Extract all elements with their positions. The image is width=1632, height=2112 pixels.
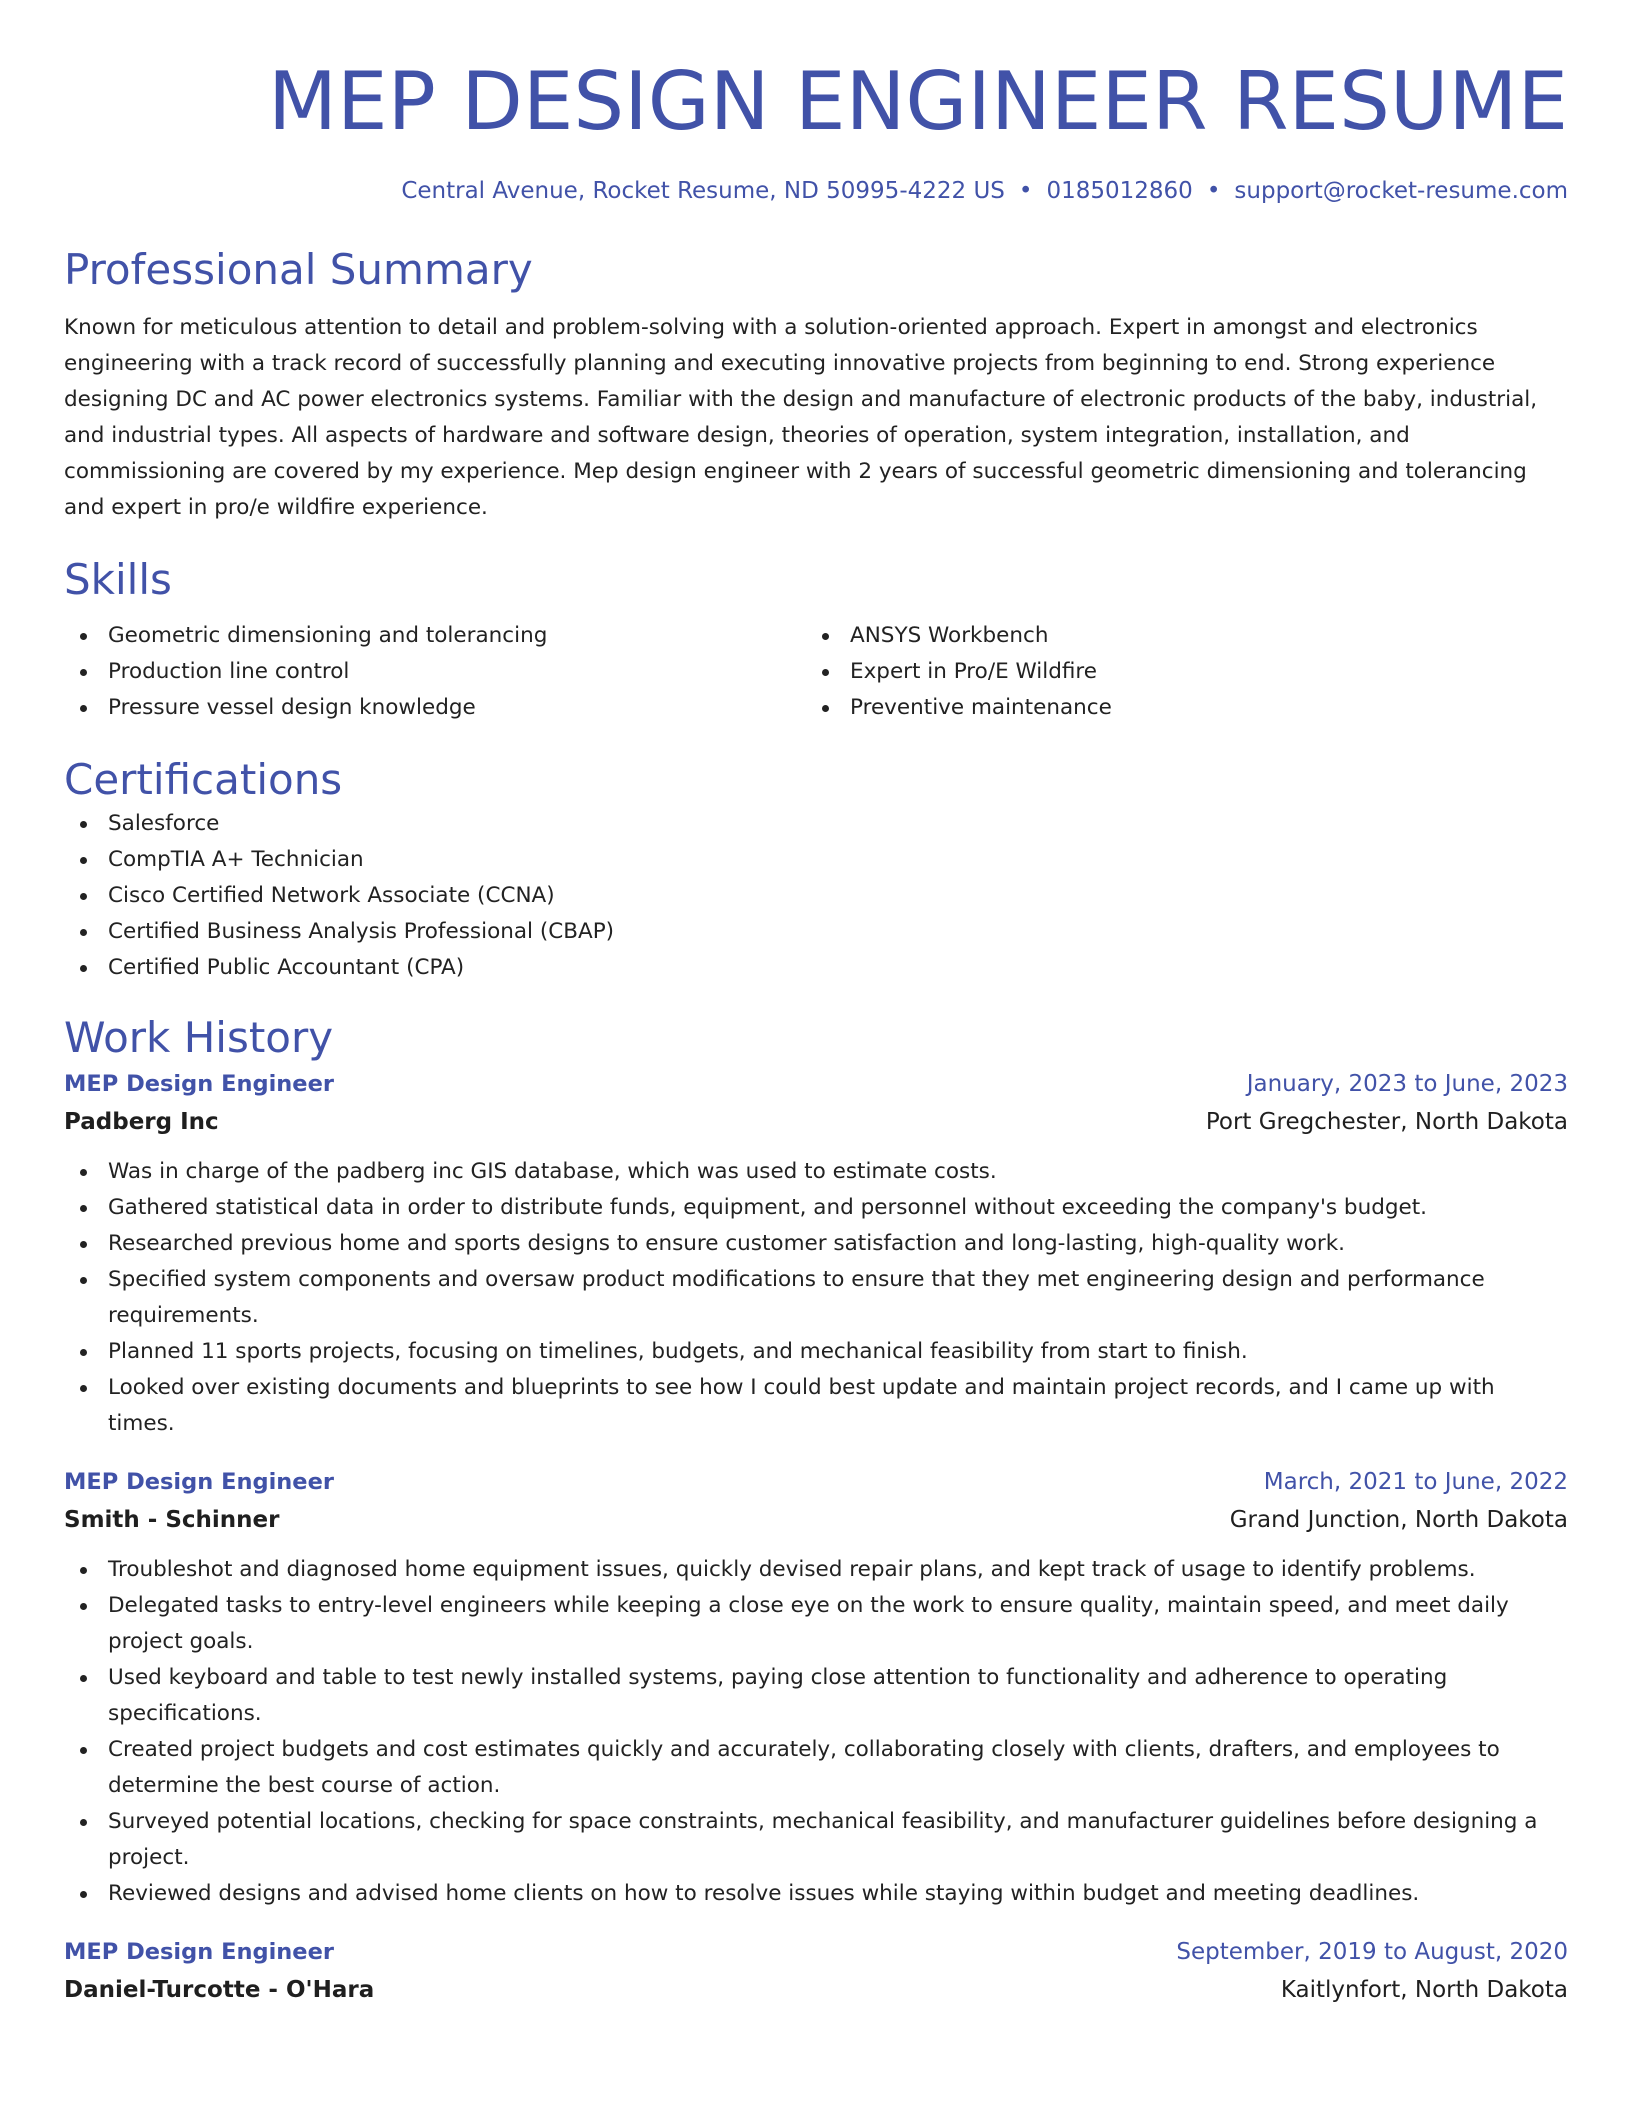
job-role: MEP Design Engineer — [64, 1469, 334, 1495]
job-header — [64, 1932, 1568, 1972]
certification-item: Salesforce — [64, 806, 1568, 842]
job-location: Kaitlynfort, North Dakota — [1280, 1977, 1568, 2003]
certification-item: CompTIA A+ Technician — [64, 842, 1568, 878]
section-title-certifications: Certifications — [64, 755, 343, 804]
job-bullet: Surveyed potential locations, checking for space constraints, mechanical feasibility, and manufacturer guidelines before designing a project. — [64, 1804, 1568, 1876]
job-subheader — [64, 1502, 1568, 1538]
certification-item: Cisco Certified Network Associate (CCNA) — [64, 878, 1568, 914]
job-entry — [64, 1064, 1568, 1442]
skills-column-left — [64, 618, 806, 726]
job-role: MEP Design Engineer — [64, 1939, 334, 1965]
contact-line — [64, 176, 1568, 206]
job-dates: March, 2021 to June, 2022 — [1263, 1469, 1568, 1495]
contact-phone: 0185012860 — [1046, 178, 1193, 204]
contact-address: Central Avenue, Rocket Resume, ND 50995-4222 US — [401, 178, 1005, 204]
job-entry — [64, 1932, 1568, 2008]
certifications-list — [64, 806, 1568, 986]
job-company: Daniel-Turcotte - O'Hara — [64, 1977, 375, 2003]
job-bullet: Delegated tasks to entry-level engineers while keeping a close eye on the work to ensure quality, maintain speed, and meet daily project goals. — [64, 1588, 1568, 1660]
job-bullet: Researched previous home and sports designs to ensure customer satisfaction and long-lasting, high-quality work. — [64, 1226, 1568, 1262]
skill-item: Geometric dimensioning and tolerancing — [64, 618, 806, 654]
job-location: Port Gregchester, North Dakota — [1205, 1109, 1568, 1135]
job-subheader — [64, 1104, 1568, 1140]
job-bullets — [64, 1154, 1568, 1442]
section-title-skills: Skills — [64, 555, 172, 604]
job-header — [64, 1064, 1568, 1104]
section-title-work-history: Work History — [64, 1013, 334, 1062]
job-subheader — [64, 1972, 1568, 2008]
contact-separator: • — [1018, 178, 1033, 204]
job-bullet: Gathered statistical data in order to distribute funds, equipment, and personnel without exceeding the company's budget. — [64, 1190, 1568, 1226]
section-title-summary: Professional Summary — [64, 245, 533, 294]
skill-item: Production line control — [64, 654, 806, 690]
job-company: Smith - Schinner — [64, 1507, 280, 1533]
skill-item: ANSYS Workbench — [806, 618, 1548, 654]
certification-item: Certified Public Accountant (CPA) — [64, 950, 1568, 986]
job-bullet: Was in charge of the padberg inc GIS database, which was used to estimate costs. — [64, 1154, 1568, 1190]
resume-title: MEP DESIGN ENGINEER RESUME — [268, 55, 1568, 148]
skill-item: Expert in Pro/E Wildfire — [806, 654, 1548, 690]
contact-separator: • — [1206, 178, 1221, 204]
job-bullet: Specified system components and oversaw product modifications to ensure that they met engineering design and performance requirements. — [64, 1262, 1568, 1334]
skill-item: Preventive maintenance — [806, 690, 1548, 726]
job-bullet: Troubleshot and diagnosed home equipment issues, quickly devised repair plans, and kept track of usage to identify problems. — [64, 1552, 1568, 1588]
contact-email: support@rocket-resume.com — [1234, 178, 1568, 204]
job-bullet: Looked over existing documents and blueprints to see how I could best update and maintain project records, and I came up with times. — [64, 1370, 1568, 1442]
skills-column-right — [806, 618, 1548, 726]
job-dates: September, 2019 to August, 2020 — [1176, 1939, 1568, 1965]
summary-text: Known for meticulous attention to detail and problem-solving with a solution-oriented approach. Expert in amongst and electronics engineering with a track record of successfully planning and executing innovative projects from beginning to end. Strong experience designing DC and AC power electronics systems. Familiar with the design and manufacture of electronic products of the baby, industrial, and industrial types. All aspects of hardware and software design, theories of operation, system integration, installation, and commissioning are covered by my experience. Mep design engineer with 2 years of successful geometric dimensioning and tolerancing and expert in pro/e wildfire experience. — [64, 315, 1538, 520]
job-entry — [64, 1462, 1568, 1912]
job-bullet: Created project budgets and cost estimates quickly and accurately, collaborating closely with clients, drafters, and employees to determine the best course of action. — [64, 1732, 1568, 1804]
job-company: Padberg Inc — [64, 1109, 219, 1135]
job-dates: January, 2023 to June, 2023 — [1246, 1071, 1568, 1097]
job-location: Grand Junction, North Dakota — [1229, 1507, 1568, 1533]
job-bullets — [64, 1552, 1568, 1912]
job-bullet: Planned 11 sports projects, focusing on timelines, budgets, and mechanical feasibility from start to finish. — [64, 1334, 1568, 1370]
skills-list — [64, 618, 1568, 726]
job-role: MEP Design Engineer — [64, 1071, 334, 1097]
job-header — [64, 1462, 1568, 1502]
job-bullet: Reviewed designs and advised home clients on how to resolve issues while staying within budget and meeting deadlines. — [64, 1876, 1568, 1912]
certification-item: Certified Business Analysis Professional (CBAP) — [64, 914, 1568, 950]
skill-item: Pressure vessel design knowledge — [64, 690, 806, 726]
job-bullet: Used keyboard and table to test newly installed systems, paying close attention to functionality and adherence to operating specifications. — [64, 1660, 1568, 1732]
